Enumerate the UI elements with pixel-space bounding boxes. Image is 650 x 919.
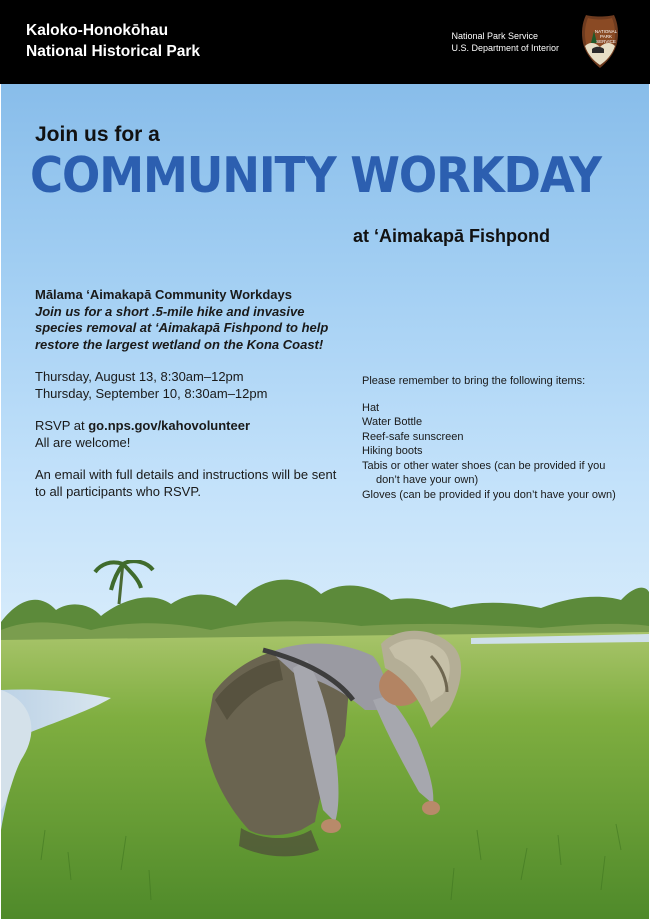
- bring-items: [362, 401, 627, 503]
- header-bar: [0, 0, 650, 84]
- date-2: Thursday, September 10, 8:30am–12pm: [35, 385, 268, 401]
- date-1: Thursday, August 13, 8:30am–12pm: [35, 369, 244, 384]
- park-name: [26, 20, 200, 62]
- agency-name: [451, 31, 559, 54]
- rsvp-prefix: RSVP at: [35, 418, 89, 433]
- bring-item-sunscreen: Reef-safe sunscreen: [362, 430, 464, 443]
- nps-arrowhead-icon: [580, 13, 620, 69]
- bring-item-hiking-boots: Hiking boots: [362, 445, 423, 457]
- svg-text:PARK: PARK: [600, 34, 612, 39]
- welcome-text: All are welcome!: [35, 434, 131, 450]
- intro-text: Join us for a: [35, 123, 160, 146]
- bring-list: [362, 374, 627, 502]
- rsvp-link[interactable]: go.nps.gov/kahovolunteer: [88, 418, 251, 433]
- wetland-worker-photo: [1, 560, 649, 919]
- details-description: Join us for a short .5-mile hike and invasive species removal at ‘Aimakapā Fishpond to help restore the largest wetland on the Kona Coast!: [35, 303, 329, 352]
- headline: COMMUNITY WORKDAY: [30, 147, 601, 204]
- rsvp-line: [35, 418, 345, 435]
- bring-item-water-bottle: Water Bottle: [362, 416, 423, 428]
- agency-line2: U.S. Department of Interior: [451, 42, 559, 53]
- bring-item-water-shoes: Tabis or other water shoes (can be provided if you don’t have your own): [362, 459, 606, 486]
- details-heading: Mālama ‘Aimakapā Community Workdays: [35, 287, 292, 302]
- event-details: [35, 287, 345, 500]
- park-name-line2: National Historical Park: [26, 43, 201, 60]
- bring-item-hat: Hat: [362, 401, 380, 414]
- location-subtitle: at ‘Aimakapā Fishpond: [353, 226, 551, 246]
- email-note: An email with full details and instructions will be sent to all participants who RSVP.: [35, 467, 337, 499]
- park-name-line1: Kaloko-Honokōhau: [26, 22, 169, 39]
- svg-text:NATIONAL: NATIONAL: [594, 29, 618, 34]
- agency-line1: National Park Service: [451, 31, 538, 41]
- bring-item-gloves: Gloves (can be provided if you don’t have your own): [362, 488, 616, 501]
- svg-text:SERVICE: SERVICE: [596, 39, 616, 44]
- bring-intro: Please remember to bring the following items:: [362, 375, 586, 387]
